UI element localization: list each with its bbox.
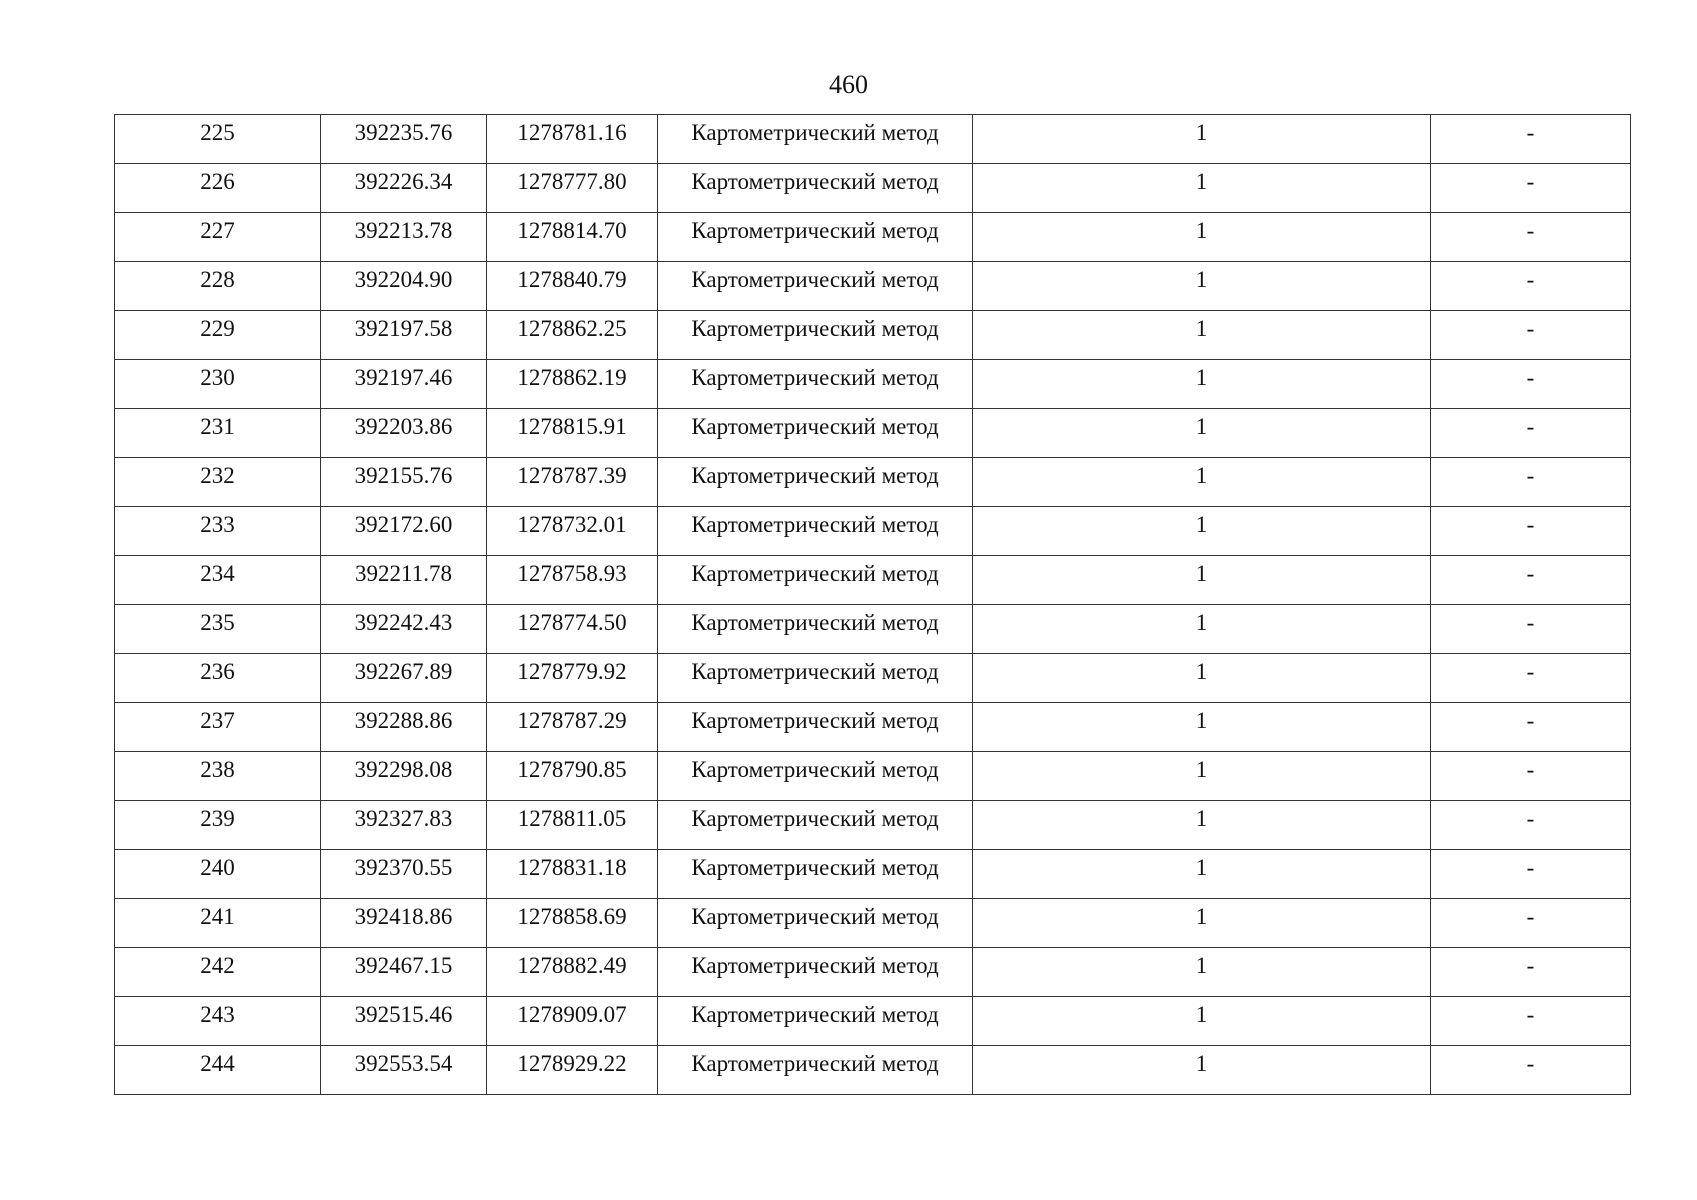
x-coordinate-cell: 392418.86 — [321, 899, 487, 948]
accuracy-cell: 1 — [973, 605, 1431, 654]
method-cell: Картометрический метод — [658, 360, 973, 409]
note-cell: - — [1431, 703, 1631, 752]
table-row — [115, 556, 1631, 605]
x-coordinate-cell: 392211.78 — [321, 556, 487, 605]
method-cell: Картометрический метод — [658, 703, 973, 752]
method-cell: Картометрический метод — [658, 948, 973, 997]
y-coordinate-cell: 1278774.50 — [487, 605, 658, 654]
note-cell: - — [1431, 458, 1631, 507]
y-coordinate-cell: 1278815.91 — [487, 409, 658, 458]
note-cell: - — [1431, 115, 1631, 164]
accuracy-cell: 1 — [973, 654, 1431, 703]
table-row — [115, 899, 1631, 948]
method-cell: Картометрический метод — [658, 752, 973, 801]
note-cell: - — [1431, 507, 1631, 556]
table-row — [115, 654, 1631, 703]
method-cell: Картометрический метод — [658, 556, 973, 605]
y-coordinate-cell: 1278777.80 — [487, 164, 658, 213]
method-cell: Картометрический метод — [658, 801, 973, 850]
table-row — [115, 507, 1631, 556]
x-coordinate-cell: 392327.83 — [321, 801, 487, 850]
method-cell: Картометрический метод — [658, 654, 973, 703]
point-number-cell: 231 — [115, 409, 321, 458]
point-number-cell: 241 — [115, 899, 321, 948]
x-coordinate-cell: 392298.08 — [321, 752, 487, 801]
x-coordinate-cell: 392242.43 — [321, 605, 487, 654]
method-cell: Картометрический метод — [658, 311, 973, 360]
x-coordinate-cell: 392370.55 — [321, 850, 487, 899]
accuracy-cell: 1 — [973, 458, 1431, 507]
method-cell: Картометрический метод — [658, 409, 973, 458]
y-coordinate-cell: 1278862.25 — [487, 311, 658, 360]
table-row — [115, 997, 1631, 1046]
point-number-cell: 244 — [115, 1046, 321, 1095]
accuracy-cell: 1 — [973, 948, 1431, 997]
point-number-cell: 227 — [115, 213, 321, 262]
point-number-cell: 235 — [115, 605, 321, 654]
method-cell: Картометрический метод — [658, 850, 973, 899]
table-row — [115, 360, 1631, 409]
y-coordinate-cell: 1278840.79 — [487, 262, 658, 311]
method-cell: Картометрический метод — [658, 507, 973, 556]
point-number-cell: 234 — [115, 556, 321, 605]
x-coordinate-cell: 392235.76 — [321, 115, 487, 164]
accuracy-cell: 1 — [973, 409, 1431, 458]
point-number-cell: 236 — [115, 654, 321, 703]
x-coordinate-cell: 392203.86 — [321, 409, 487, 458]
method-cell: Картометрический метод — [658, 1046, 973, 1095]
accuracy-cell: 1 — [973, 899, 1431, 948]
accuracy-cell: 1 — [973, 997, 1431, 1046]
note-cell: - — [1431, 409, 1631, 458]
table-row — [115, 801, 1631, 850]
method-cell: Картометрический метод — [658, 115, 973, 164]
note-cell: - — [1431, 899, 1631, 948]
x-coordinate-cell: 392213.78 — [321, 213, 487, 262]
accuracy-cell: 1 — [973, 752, 1431, 801]
y-coordinate-cell: 1278909.07 — [487, 997, 658, 1046]
table-row — [115, 850, 1631, 899]
table-row — [115, 262, 1631, 311]
method-cell: Картометрический метод — [658, 262, 973, 311]
accuracy-cell: 1 — [973, 556, 1431, 605]
note-cell: - — [1431, 1046, 1631, 1095]
note-cell: - — [1431, 556, 1631, 605]
table-row — [115, 164, 1631, 213]
y-coordinate-cell: 1278862.19 — [487, 360, 658, 409]
accuracy-cell: 1 — [973, 1046, 1431, 1095]
table-row — [115, 605, 1631, 654]
point-number-cell: 237 — [115, 703, 321, 752]
method-cell: Картометрический метод — [658, 213, 973, 262]
note-cell: - — [1431, 850, 1631, 899]
note-cell: - — [1431, 801, 1631, 850]
accuracy-cell: 1 — [973, 507, 1431, 556]
method-cell: Картометрический метод — [658, 997, 973, 1046]
coordinates-table-body — [115, 115, 1631, 1095]
accuracy-cell: 1 — [973, 213, 1431, 262]
y-coordinate-cell: 1278787.29 — [487, 703, 658, 752]
note-cell: - — [1431, 997, 1631, 1046]
note-cell: - — [1431, 164, 1631, 213]
note-cell: - — [1431, 360, 1631, 409]
accuracy-cell: 1 — [973, 311, 1431, 360]
y-coordinate-cell: 1278758.93 — [487, 556, 658, 605]
x-coordinate-cell: 392515.46 — [321, 997, 487, 1046]
table-row — [115, 948, 1631, 997]
x-coordinate-cell: 392226.34 — [321, 164, 487, 213]
accuracy-cell: 1 — [973, 703, 1431, 752]
table-row — [115, 409, 1631, 458]
accuracy-cell: 1 — [973, 801, 1431, 850]
x-coordinate-cell: 392155.76 — [321, 458, 487, 507]
table-row — [115, 213, 1631, 262]
y-coordinate-cell: 1278787.39 — [487, 458, 658, 507]
note-cell: - — [1431, 262, 1631, 311]
y-coordinate-cell: 1278882.49 — [487, 948, 658, 997]
y-coordinate-cell: 1278814.70 — [487, 213, 658, 262]
accuracy-cell: 1 — [973, 360, 1431, 409]
point-number-cell: 238 — [115, 752, 321, 801]
point-number-cell: 230 — [115, 360, 321, 409]
table-row — [115, 703, 1631, 752]
accuracy-cell: 1 — [973, 850, 1431, 899]
x-coordinate-cell: 392172.60 — [321, 507, 487, 556]
x-coordinate-cell: 392197.46 — [321, 360, 487, 409]
method-cell: Картометрический метод — [658, 164, 973, 213]
y-coordinate-cell: 1278790.85 — [487, 752, 658, 801]
y-coordinate-cell: 1278781.16 — [487, 115, 658, 164]
y-coordinate-cell: 1278732.01 — [487, 507, 658, 556]
method-cell: Картометрический метод — [658, 899, 973, 948]
point-number-cell: 229 — [115, 311, 321, 360]
note-cell: - — [1431, 213, 1631, 262]
table-row — [115, 752, 1631, 801]
x-coordinate-cell: 392204.90 — [321, 262, 487, 311]
y-coordinate-cell: 1278929.22 — [487, 1046, 658, 1095]
accuracy-cell: 1 — [973, 115, 1431, 164]
method-cell: Картометрический метод — [658, 458, 973, 507]
point-number-cell: 233 — [115, 507, 321, 556]
y-coordinate-cell: 1278831.18 — [487, 850, 658, 899]
table-row — [115, 458, 1631, 507]
y-coordinate-cell: 1278779.92 — [487, 654, 658, 703]
table-row — [115, 311, 1631, 360]
note-cell: - — [1431, 654, 1631, 703]
point-number-cell: 228 — [115, 262, 321, 311]
table-row — [115, 1046, 1631, 1095]
table-row — [115, 115, 1631, 164]
note-cell: - — [1431, 752, 1631, 801]
y-coordinate-cell: 1278811.05 — [487, 801, 658, 850]
note-cell: - — [1431, 311, 1631, 360]
x-coordinate-cell: 392553.54 — [321, 1046, 487, 1095]
x-coordinate-cell: 392288.86 — [321, 703, 487, 752]
accuracy-cell: 1 — [973, 164, 1431, 213]
x-coordinate-cell: 392467.15 — [321, 948, 487, 997]
method-cell: Картометрический метод — [658, 605, 973, 654]
x-coordinate-cell: 392197.58 — [321, 311, 487, 360]
coordinates-table — [114, 114, 1631, 1095]
point-number-cell: 225 — [115, 115, 321, 164]
point-number-cell: 226 — [115, 164, 321, 213]
note-cell: - — [1431, 605, 1631, 654]
point-number-cell: 240 — [115, 850, 321, 899]
point-number-cell: 242 — [115, 948, 321, 997]
note-cell: - — [1431, 948, 1631, 997]
y-coordinate-cell: 1278858.69 — [487, 899, 658, 948]
page-number: 460 — [829, 70, 868, 99]
x-coordinate-cell: 392267.89 — [321, 654, 487, 703]
accuracy-cell: 1 — [973, 262, 1431, 311]
point-number-cell: 243 — [115, 997, 321, 1046]
point-number-cell: 232 — [115, 458, 321, 507]
point-number-cell: 239 — [115, 801, 321, 850]
